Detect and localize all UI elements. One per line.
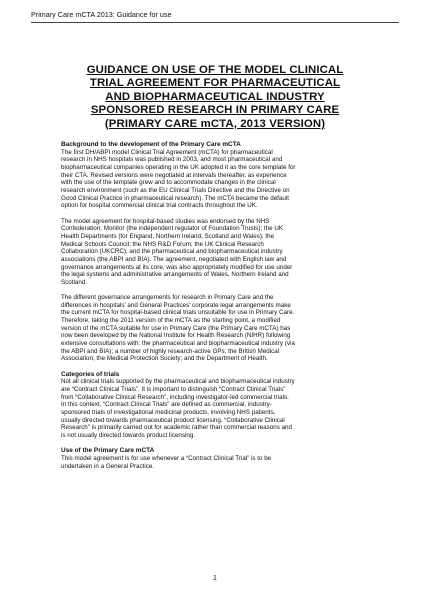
categories-paragraph-1: Not all clinical trials supported by the pharmaceutical and biopharmaceutical industry are “Contract Clinical Trials”. It is important to distinguish “Contract Clinical Trials” from “Collaborative Clinical Research”, including investigator-led commercial trials. In this context, “Contract Clinical Trials” are defined as commercial, industry- sponsored trials of investigational medicinal products, involving NHS patients, usually directed towards pharmaceutical product licensing. “Collaborative Clinical Research” is primarily carried out for academic rather than commercial reasons and is not usually directed towards product licensing. <box>61 378 295 440</box>
running-header: Primary Care mCTA 2013: Guidance for use <box>31 10 172 19</box>
background-paragraph-2: The model agreement for hospital-based studies was endorsed by the NHS Confederation; Monitor (the independent regulator of Foundation Trusts); the UK Health Departments (for England, Northern Ireland, Scotland and Wales); the Medical Schools Council; the NHS R&D Forum; the UK Clinical Research Collaboration (UKCRC); and the pharmaceutical and biopharmaceutical industry associations (the ABPI and BIA). The agreement, negotiated with English law and governance arrangements at its core, was also appropriately modified for use under the legal systems and administrative arrangements of Wales, Northern Ireland and Scotland. <box>61 217 293 286</box>
page-number: 1 <box>213 575 217 582</box>
section-categories <box>61 371 370 440</box>
background-paragraph-1: The first DH/ABPI model Clinical Trial Agreement (mCTA) for pharmaceutical research in NHS hospitals was published in 2003, and most pharmaceutical and biopharmaceutical companies operating in the UK adopted it as the core template for their CTA. Revised versions were negotiated at intervals thereafter, as experience with the use of the template grew and to accommodate changes in the clinical research environment (such as the EU Clinical Trials Directive and the Directive on Good Clinical Practice in pharmaceutical research). The mCTA became the default option for hospital commercial clinical trial contracts throughout the UK. <box>61 148 296 210</box>
use-paragraph-1: This model agreement is for use whenever a “Contract Clinical Trial” is to be undertaken in a General Practice. <box>61 455 272 470</box>
section-heading-categories: Categories of trials <box>61 370 120 378</box>
header-divider <box>31 22 399 23</box>
section-heading-use: Use of the Primary Care mCTA <box>61 447 155 455</box>
section-heading-background: Background to the development of the Primary Care mCTA <box>61 141 241 148</box>
background-paragraph-3: The different governance arrangements for research in Primary Care and the differences in hospitals' and General Practices' corporate legal arrangements make the current mCTA for hospital-based clinical trials unsuitable for use in Primary Care. Therefore, taking the 2011 version of the mCTA as the starting point, a modified version of the mCTA suitable for use in Primary Care (the Primary Care mCTA) has now been developed by the National Institute for Health Research (NIHR) following extensive consultations with: the pharmaceutical and biopharmaceutical industry (via the ABPI and BIA); a number of highly research-active GPs; the British Medical Association; the Medical Protection Society; and the Department of Health. <box>61 294 295 363</box>
document-title: GUIDANCE ON USE OF THE MODEL CLINICAL TRIAL AGREEMENT FOR PHARMACEUTICAL AND BIOPHARMACEUTICAL INDUSTRY SPONSORED RESEARCH IN PRIMARY CARE (PRIMARY CARE mCTA, 2013 VERSION) <box>86 64 344 130</box>
section-use <box>61 447 370 470</box>
section-background <box>61 141 370 363</box>
document-body <box>61 141 370 478</box>
